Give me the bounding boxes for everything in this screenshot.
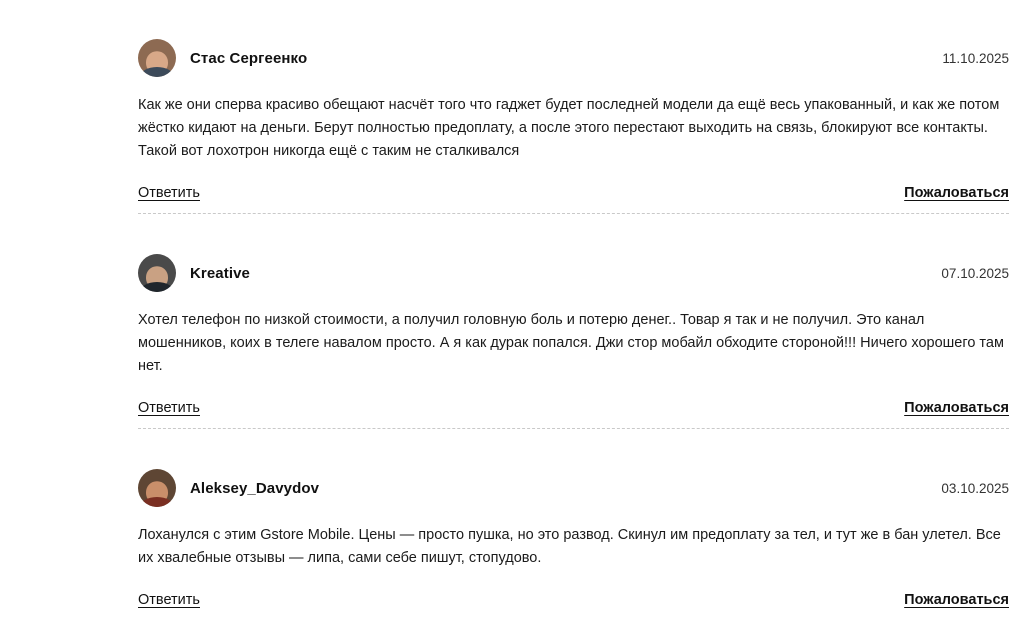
author-block	[138, 469, 319, 507]
review-text: Лоханулся с этим Gstore Mobile. Цены — просто пушка, но это развод. Скинул им предоплату за тел, и тут же в бан улетел. Все их хвалебные отзывы — липа, сами себе пишут, стопудово.	[138, 527, 1001, 566]
avatar-body-icon	[140, 497, 174, 507]
top-spacer	[0, 0, 1029, 36]
review-actions	[138, 400, 1009, 428]
avatar[interactable]	[138, 469, 176, 507]
avatar[interactable]	[138, 39, 176, 77]
review-text: Хотел телефон по низкой стоимости, а получил головную боль и потерю денег.. Товар я так и не получил. Это канал мошенников, коих в телеге навалом просто. А я как дурак попался. Джи стор мобайл обходите стороной!!! Ничего хорошего там нет.	[138, 312, 1004, 374]
review-date: 11.10.2025	[942, 50, 1009, 66]
review-item	[0, 251, 1029, 428]
author-name: Kreative	[190, 264, 251, 282]
report-link[interactable]: Пожаловаться	[904, 400, 1009, 416]
review-header	[138, 466, 1009, 510]
review-spacer	[0, 215, 1029, 251]
review-header	[138, 36, 1009, 80]
avatar-body-icon	[140, 67, 174, 77]
reply-link[interactable]: Ответить	[138, 400, 200, 416]
review-item	[0, 466, 1029, 620]
author-block	[138, 254, 250, 292]
review-date: 03.10.2025	[941, 480, 1009, 496]
review-header	[138, 251, 1009, 295]
reply-link[interactable]: Ответить	[138, 592, 200, 608]
avatar[interactable]	[138, 254, 176, 292]
avatar-body-icon	[140, 282, 174, 292]
review-spacer	[0, 430, 1029, 466]
author-block	[138, 39, 307, 77]
author-name: Стас Сергеенко	[190, 49, 308, 67]
report-link[interactable]: Пожаловаться	[904, 185, 1009, 201]
report-link[interactable]: Пожаловаться	[904, 592, 1009, 608]
review-text: Как же они сперва красиво обещают насчёт того что гаджет будет последней модели да ещё весь упакованный, и как же потом жёстко кидают на деньги. Берут полностью предоплату, а после этого перестают выходить на связь, блокируют все контакты. Такой вот лохотрон никогда ещё с таким не сталкивался	[138, 97, 1000, 159]
review-item	[0, 36, 1029, 213]
reply-link[interactable]: Ответить	[138, 185, 200, 201]
review-date: 07.10.2025	[941, 265, 1009, 281]
review-actions	[138, 185, 1009, 213]
review-actions	[138, 592, 1009, 620]
author-name: Aleksey_Davydov	[190, 479, 320, 497]
